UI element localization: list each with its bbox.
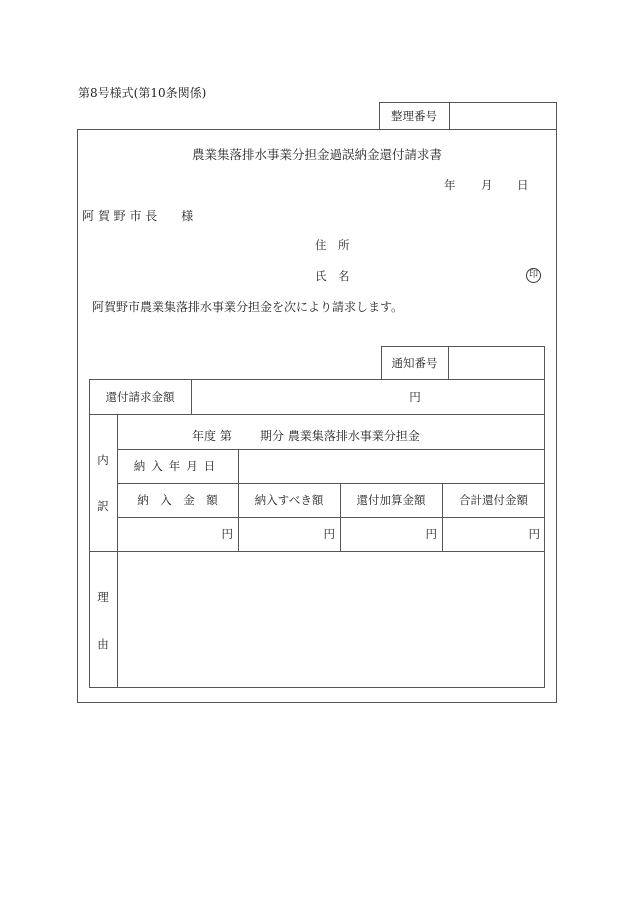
date-day: 日	[517, 178, 529, 192]
reason-char-1: 理	[97, 590, 109, 604]
total-refund-unit: 円	[528, 527, 540, 541]
request-text: 阿賀野市農業集落排水事業分担金を次により請求します。	[92, 300, 404, 314]
address-field[interactable]	[356, 235, 526, 253]
address-label: 住 所	[315, 238, 350, 252]
header-due-amount: 納入すべき額	[254, 493, 324, 507]
header-total-refund: 合計還付金額	[459, 493, 528, 507]
fiscal-kibun-label: 期分 農業集落排水事業分担金	[260, 429, 420, 443]
naiyaku-char-1: 内	[97, 453, 109, 467]
tsuchi-number-field[interactable]	[449, 347, 544, 379]
due-amount-unit: 円	[323, 527, 335, 541]
seal-mark-icon: 印	[526, 268, 541, 283]
date-year: 年	[444, 178, 456, 192]
name-label: 氏 名	[315, 269, 350, 283]
fiscal-nendo-label: 年度 第	[192, 429, 232, 443]
form-number: 第8号様式(第10条関係)	[78, 86, 207, 100]
seiri-number-label: 整理番号	[391, 109, 437, 123]
table-line	[89, 414, 545, 415]
addressee: 阿 賀 野 市 長 様	[82, 209, 194, 223]
reason-char-2: 由	[97, 637, 109, 651]
seiri-number-field[interactable]	[450, 103, 556, 129]
refund-amount-label: 還付請求金額	[105, 389, 175, 404]
header-paid-amount: 納 入 金 額	[137, 493, 218, 507]
name-field[interactable]	[356, 266, 516, 284]
paid-date-field[interactable]	[239, 450, 544, 482]
refund-amount-unit: 円	[409, 389, 421, 404]
paid-date-label: 納入年月日	[133, 459, 222, 473]
refund-amount-field[interactable]	[192, 380, 544, 413]
tsuchi-number-label: 通知番号	[391, 356, 438, 370]
date-month: 月	[481, 178, 493, 192]
form-title: 農業集落排水事業分担金過誤納金還付請求書	[191, 147, 442, 162]
refund-addition-unit: 円	[425, 527, 437, 541]
naiyaku-char-2: 訳	[97, 499, 109, 513]
reason-field[interactable]	[118, 552, 544, 687]
paid-amount-unit: 円	[221, 527, 233, 541]
header-refund-addition: 還付加算金額	[356, 493, 426, 507]
